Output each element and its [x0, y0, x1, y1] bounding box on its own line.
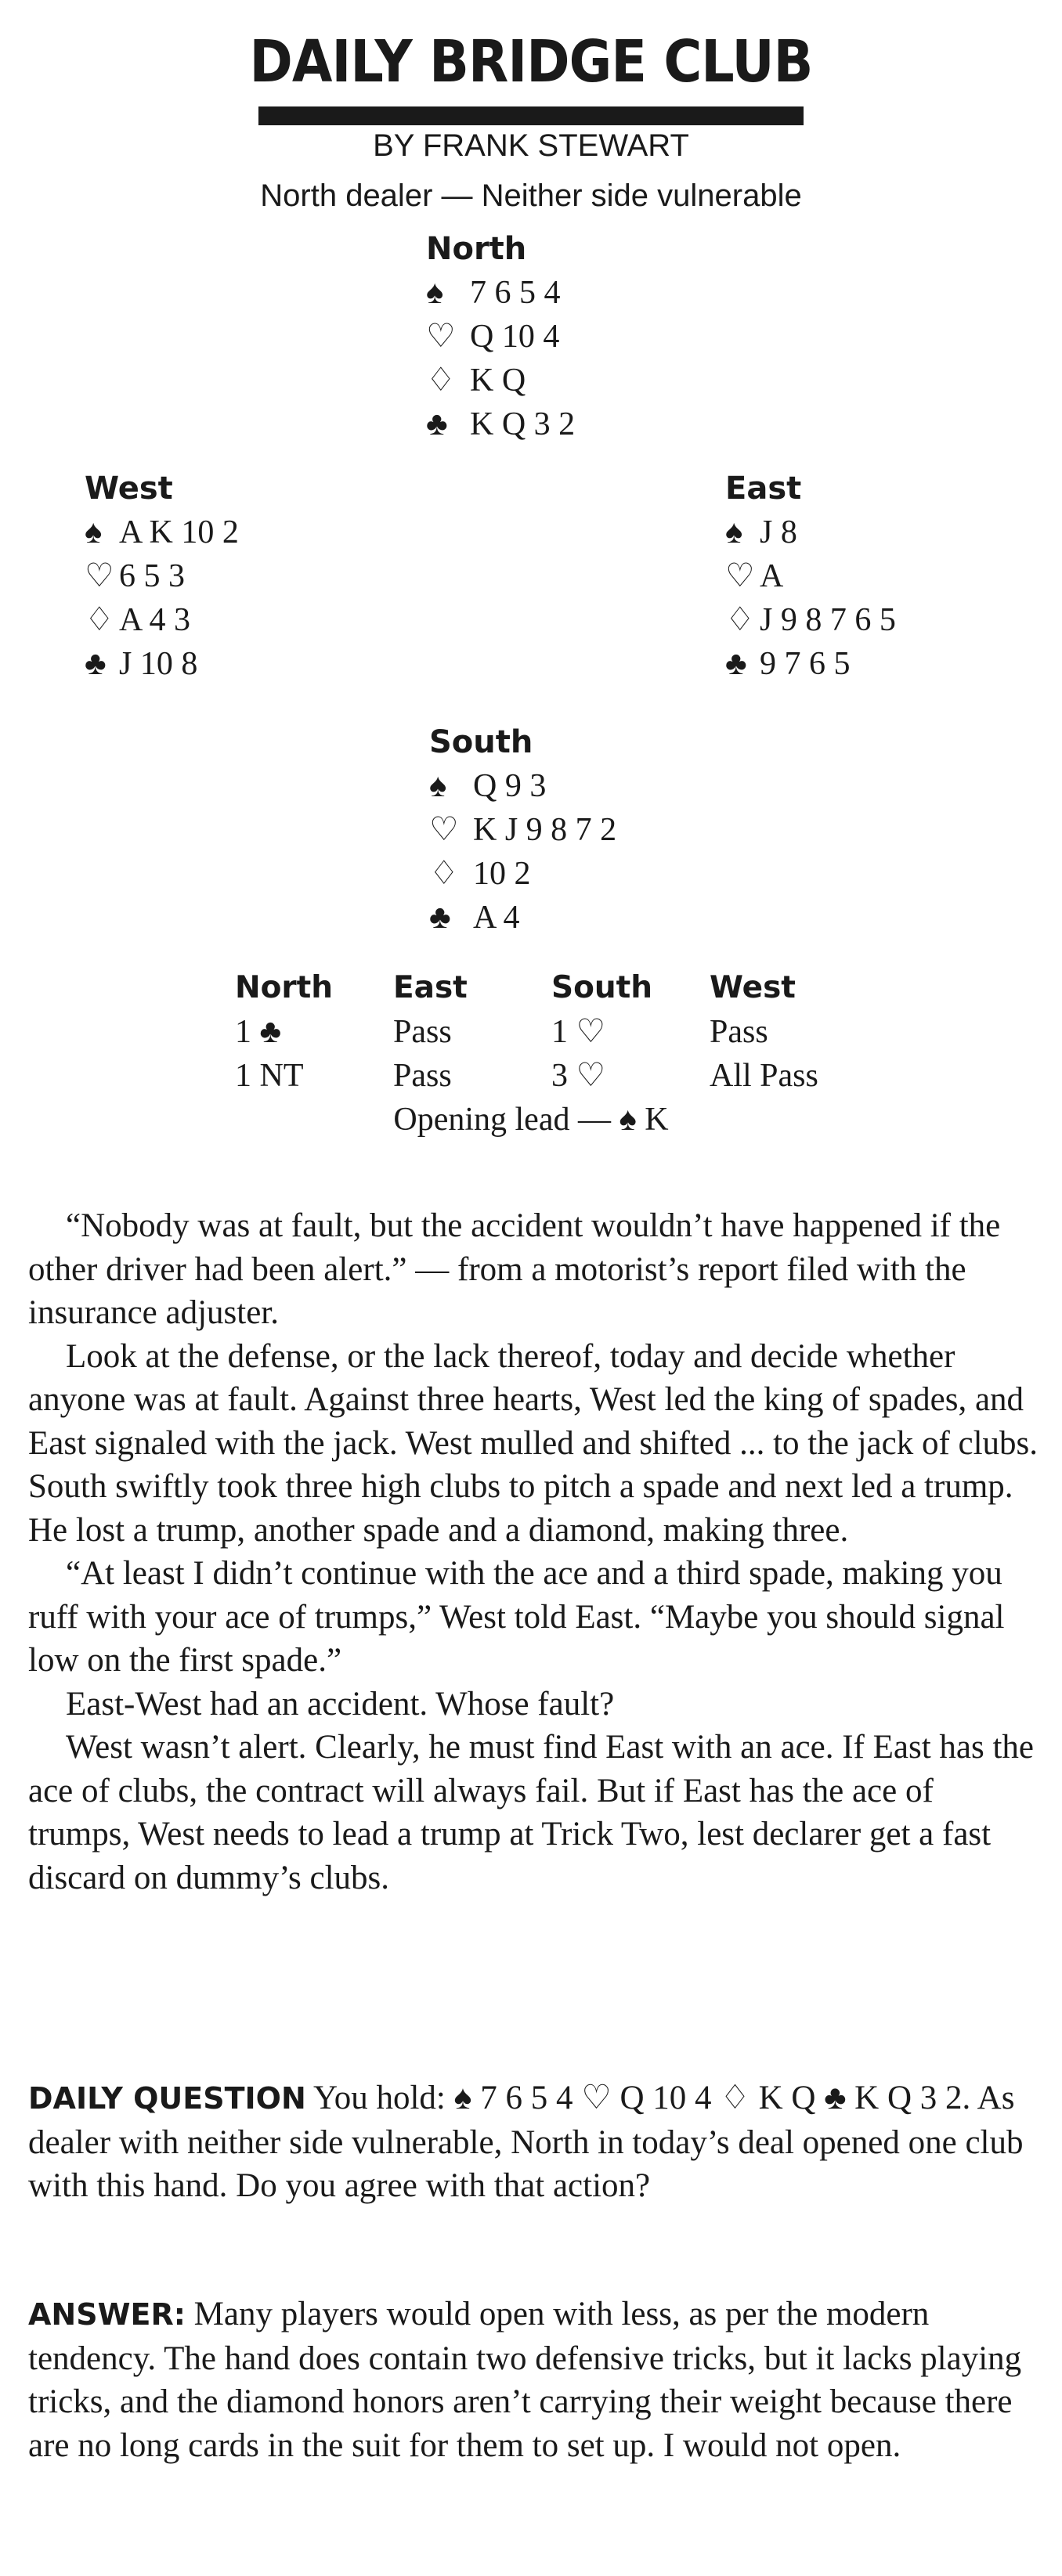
spades-row: [85, 511, 239, 554]
west-hand: [85, 467, 239, 686]
spades-row: [429, 764, 616, 808]
paragraph: West wasn’t alert. Clearly, he must find East with an ace. If East has the ace of clubs, the contract will always fail. But if East has the ace of trumps, West needs to lead a trump at Trick Two, lest declarer get a fast discard on dummy’s clubs.: [28, 1729, 1034, 1896]
east-hand: [725, 467, 896, 686]
auction-row: [235, 1054, 868, 1098]
diamonds-cards: K Q: [470, 363, 526, 399]
spades-row: [426, 271, 575, 315]
hearts-row: [429, 808, 616, 852]
dealer-line: North dealer — Neither side vulnerable: [260, 179, 802, 213]
title-rule: [258, 106, 804, 125]
auction-call: 1 ♣: [235, 1014, 282, 1050]
diamond-icon: ♢: [725, 602, 755, 638]
paragraph: East-West had an accident. Whose fault?: [66, 1685, 615, 1723]
auction-row: [235, 1010, 868, 1054]
auction-header: [235, 966, 868, 1010]
auction-call: Pass: [393, 1014, 452, 1050]
spades-cards: 7 6 5 4: [470, 275, 561, 311]
club-icon: ♣: [429, 900, 451, 936]
daily-question-text: You hold: ♠ 7 6 5 4 ♡ Q 10 4 ♢ K Q ♣ K Q 3 2. As dealer with neither side vulnerable, North in today’s deal opened one club with this hand. Do you agree with that action?: [28, 2080, 1024, 2204]
clubs-row: [725, 642, 896, 686]
auction-call: 1 NT: [235, 1058, 304, 1094]
diamond-icon: ♢: [426, 363, 456, 399]
spades-cards: A K 10 2: [119, 514, 239, 550]
heart-icon: ♡: [426, 319, 456, 355]
clubs-row: [429, 896, 616, 940]
spade-icon: ♠: [725, 514, 743, 550]
paragraph: “At least I didn’t continue with the ace and a third spade, making you ruff with your ace of trumps,” West told East. “Maybe you should signal low on the first spade.”: [28, 1555, 1005, 1679]
hand-name: West: [85, 471, 173, 507]
auction-table: [235, 966, 868, 1098]
auction-header-cell: North: [235, 970, 334, 1005]
column-title: DAILY BRIDGE CLUB: [249, 28, 813, 96]
spade-icon: ♠: [85, 514, 103, 550]
answer-text: Many players would open with less, as per the modern tendency. The hand does contain two defensive tricks, but it lacks playing tricks, and the diamond honors aren’t carrying their weight because there are no long cards in the suit for them to set up. I would not open.: [28, 2296, 1022, 2464]
hand-name: East: [725, 471, 802, 507]
auction-call: 3 ♡: [551, 1058, 606, 1094]
paragraph: “Nobody was at fault, but the accident wouldn’t have happened if the other driver had been alert.” — from a motorist’s report filed with the insurance adjuster.: [28, 1207, 1001, 1331]
daily-question-label: DAILY QUESTION: [28, 2081, 306, 2116]
clubs-cards: 9 7 6 5: [760, 646, 851, 682]
diamond-icon: ♢: [429, 856, 459, 892]
auction-call: Pass: [393, 1058, 452, 1094]
clubs-row: [426, 402, 575, 446]
spade-icon: ♠: [426, 275, 444, 311]
byline: BY FRANK STEWART: [373, 128, 689, 163]
opening-lead: Opening lead — ♠ K: [393, 1102, 669, 1138]
hearts-row: [725, 554, 896, 598]
diamonds-row: [725, 598, 896, 642]
article-body: [28, 1204, 1039, 1900]
diamonds-cards: A 4 3: [119, 602, 191, 638]
club-icon: ♣: [426, 406, 448, 442]
hearts-cards: A: [760, 558, 784, 594]
hearts-cards: 6 5 3: [119, 558, 185, 594]
answer-label: ANSWER:: [28, 2297, 186, 2332]
hand-name: North: [426, 231, 527, 267]
north-hand: [426, 227, 575, 446]
diamonds-row: [85, 598, 239, 642]
diamonds-row: [426, 359, 575, 402]
hearts-row: [426, 315, 575, 359]
spades-cards: J 8: [760, 514, 797, 550]
diamonds-cards: 10 2: [473, 856, 531, 892]
auction-call: 1 ♡: [551, 1014, 606, 1050]
spades-row: [725, 511, 896, 554]
auction-header-cell: East: [393, 970, 468, 1005]
auction-header-cell: West: [710, 970, 796, 1005]
paragraph: Look at the defense, or the lack thereof, today and decide whether anyone was at fault. Against three hearts, West led the king of spades, and East signaled with the jack. West mulled and shifted ... to the jack of clubs. South swiftly took three high clubs to pitch a spade and next led a trump. He lost a trump, another spade and a diamond, making three.: [28, 1337, 1039, 1549]
daily-question: [28, 2076, 1039, 2208]
hearts-cards: Q 10 4: [470, 319, 560, 355]
auction-header-cell: South: [551, 970, 653, 1005]
hearts-cards: K J 9 8 7 2: [473, 812, 617, 848]
auction-call: Pass: [710, 1014, 768, 1050]
club-icon: ♣: [725, 646, 747, 682]
diamonds-row: [429, 852, 616, 896]
answer: [28, 2293, 1039, 2467]
heart-icon: ♡: [429, 812, 459, 848]
diamond-icon: ♢: [85, 602, 114, 638]
hearts-row: [85, 554, 239, 598]
south-hand: [429, 720, 616, 940]
clubs-cards: A 4: [473, 900, 520, 936]
clubs-cards: J 10 8: [119, 646, 198, 682]
diamonds-cards: J 9 8 7 6 5: [760, 602, 896, 638]
heart-icon: ♡: [725, 558, 755, 594]
heart-icon: ♡: [85, 558, 114, 594]
auction-call: All Pass: [710, 1058, 818, 1094]
hand-name: South: [429, 724, 533, 760]
clubs-cards: K Q 3 2: [470, 406, 576, 442]
club-icon: ♣: [85, 646, 107, 682]
spades-cards: Q 9 3: [473, 768, 547, 804]
spade-icon: ♠: [429, 768, 447, 804]
clubs-row: [85, 642, 239, 686]
